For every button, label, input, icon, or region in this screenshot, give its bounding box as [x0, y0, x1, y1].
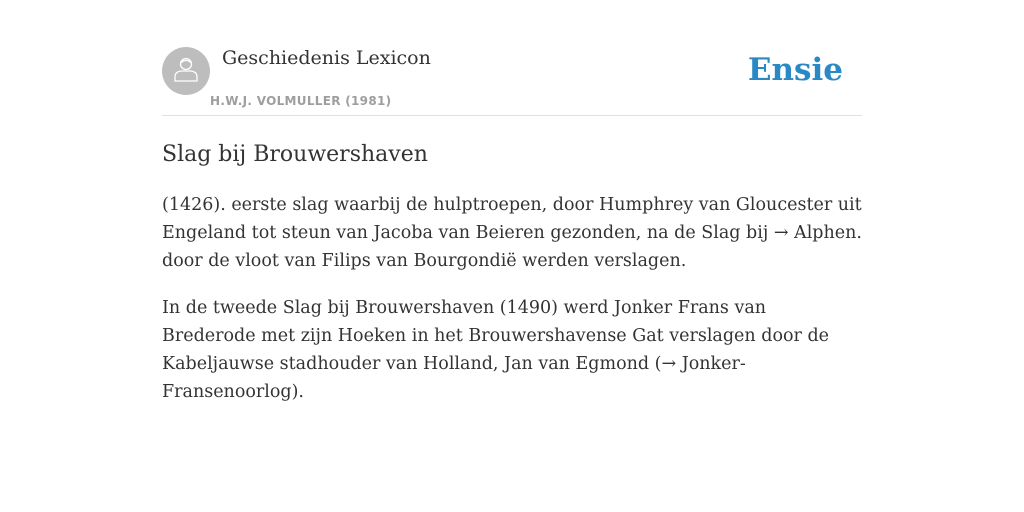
avatar[interactable]: [162, 47, 210, 95]
source-author[interactable]: H.W.J. VOLMULLER (1981): [210, 94, 392, 108]
paragraph-text: (1426). eerste slag waarbij de hulptroepen, door Humphrey van Gloucester uit Engeland tot steun van Jacoba van Beieren gezonden, na de Slag bij: [162, 195, 862, 243]
source-title[interactable]: Geschiedenis Lexicon: [222, 47, 431, 69]
source-header: [162, 46, 862, 116]
entry-title: Slag bij Brouwershaven: [162, 142, 428, 167]
cross-reference-link-alphen[interactable]: → Alphen.: [773, 223, 862, 243]
paragraph-text: door de vloot van Filips van Bourgondië werden verslagen.: [162, 251, 687, 271]
entry-paragraph: [162, 294, 862, 406]
cross-reference-link-jonker-fransenoorlog[interactable]: → Jonker-Fransenoorlog: [162, 354, 746, 402]
user-icon: [171, 54, 201, 89]
paragraph-text: ).: [291, 382, 304, 402]
entry-paragraph: [162, 191, 862, 275]
paragraph-text: In de tweede Slag bij Brouwershaven (1490) werd Jonker Frans van Brederode met zijn Hoeken in het Brouwershavense Gat verslagen door de Kabeljauwse stadhouder van Holland, Jan van Egmond (: [162, 298, 829, 374]
brand-logo-link[interactable]: Ensie: [747, 52, 843, 88]
article-page: [162, 0, 862, 406]
